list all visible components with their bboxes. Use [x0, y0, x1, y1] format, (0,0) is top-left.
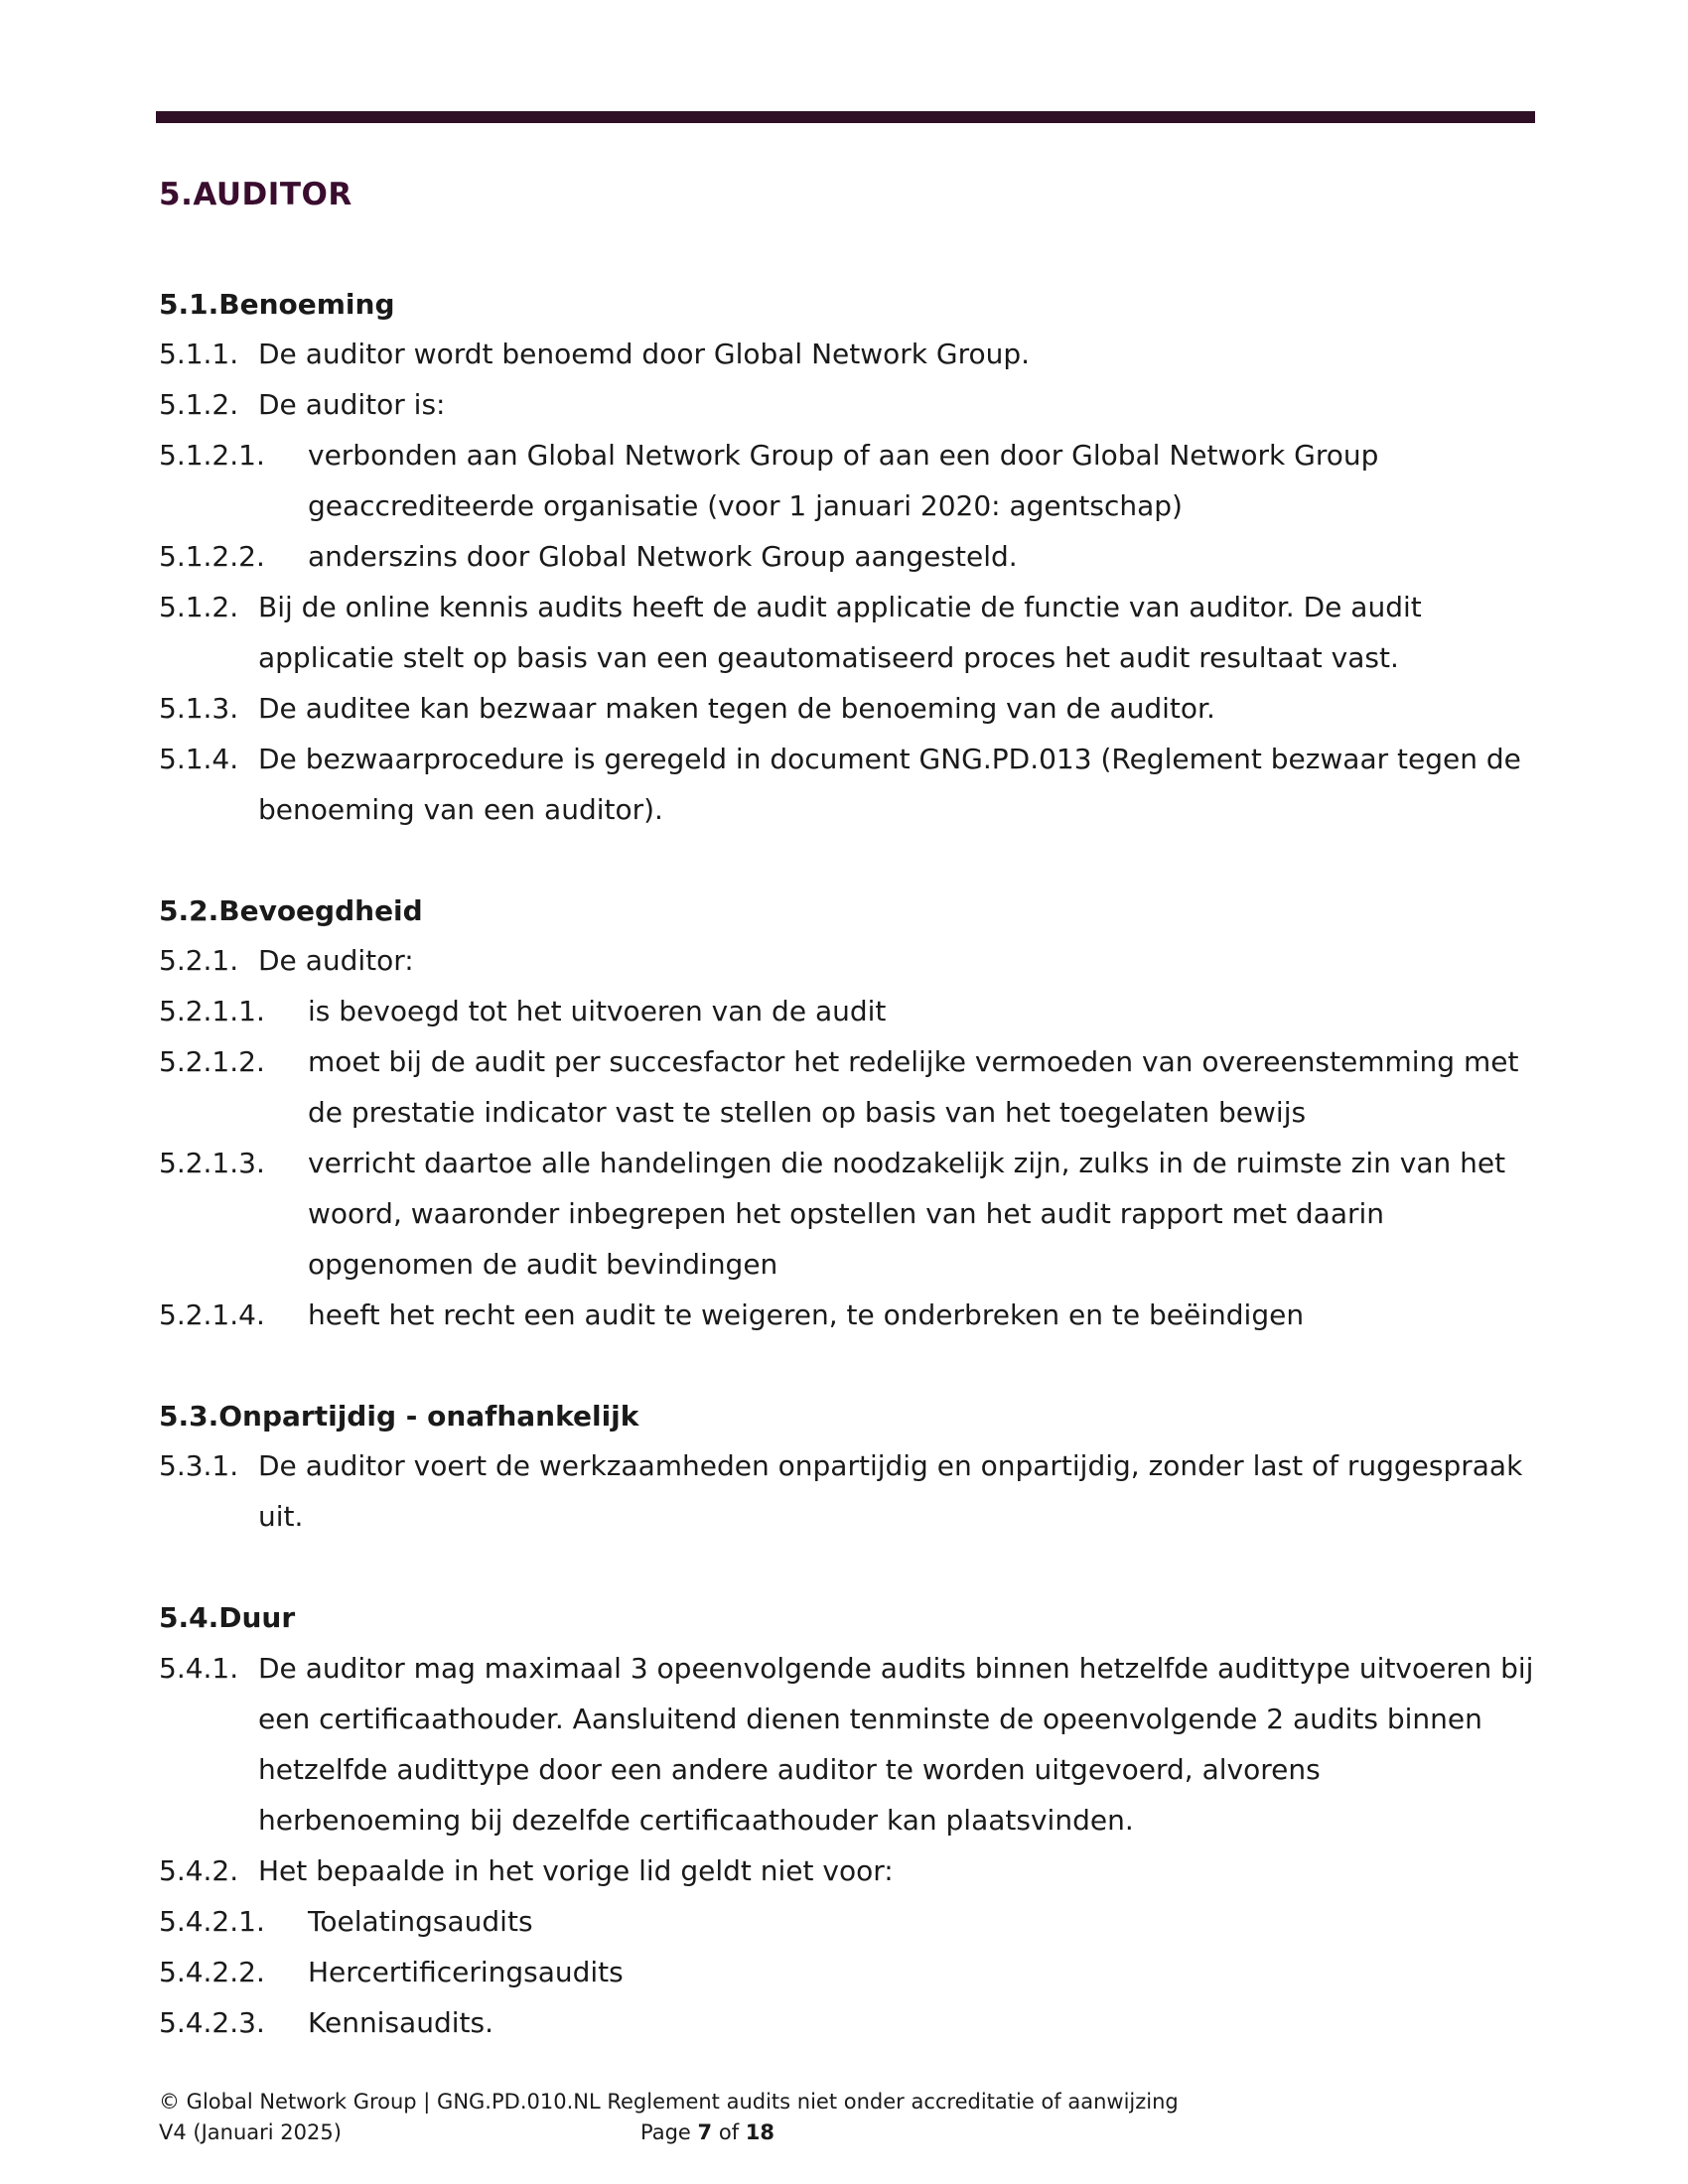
page-label: Page	[640, 2120, 691, 2144]
clause-text: anderszins door Global Network Group aangesteld.	[308, 540, 1018, 573]
clause-number: 5.4.2.1.	[159, 1905, 265, 1938]
clause-number: 5.2.1.1.	[159, 995, 265, 1027]
clause-number: 5.4.2.	[159, 1854, 239, 1887]
clause-text: is bevoegd tot het uitvoeren van de audit	[308, 995, 887, 1027]
clause-text-continuation: applicatie stelt op basis van een geautomatiseerd proces het audit resultaat vast.	[258, 641, 1399, 674]
page-of-label: of	[718, 2120, 740, 2144]
clause-number: 5.2.1.2.	[159, 1045, 265, 1078]
page-current: 7	[697, 2120, 713, 2144]
clause-text: De auditor mag maximaal 3 opeenvolgende audits binnen hetzelfde audittype uitvoeren bij	[258, 1652, 1534, 1685]
section-heading-duur: 5.4.Duur	[159, 1601, 296, 1634]
section-heading-onpartijdig: 5.3.Onpartijdig - onafhankelijk	[159, 1400, 639, 1433]
clause-text: De auditee kan bezwaar maken tegen de benoeming van de auditor.	[258, 692, 1215, 725]
clause-text: Kennisaudits.	[308, 2006, 493, 2039]
clause-number: 5.1.2.1.	[159, 439, 265, 472]
clause-text: De auditor voert de werkzaamheden onpartijdig en onpartijdig, zonder last of ruggespraak	[258, 1449, 1523, 1482]
page-total: 18	[745, 2120, 775, 2144]
clause-text: De auditor:	[258, 944, 414, 977]
clause-text-continuation: geaccrediteerde organisatie (voor 1 januari 2020: agentschap)	[308, 489, 1183, 522]
clause-text: moet bij de audit per succesfactor het redelijke vermoeden van overeenstemming met	[308, 1045, 1519, 1078]
clause-number: 5.1.4.	[159, 743, 239, 775]
clause-number: 5.4.2.3.	[159, 2006, 265, 2039]
footer-page-number	[640, 2119, 774, 2145]
chapter-title: 5.AUDITOR	[159, 177, 352, 212]
clause-text: Bij de online kennis audits heeft de audit applicatie de functie van auditor. De audit	[258, 591, 1422, 623]
clause-text-continuation: herbenoeming bij dezelfde certificaathouder kan plaatsvinden.	[258, 1804, 1134, 1837]
clause-text-continuation: een certificaathouder. Aansluitend dienen tenminste de opeenvolgende 2 audits binnen	[258, 1703, 1482, 1735]
clause-text-continuation: uit.	[258, 1500, 304, 1533]
clause-text: Toelatingsaudits	[308, 1905, 533, 1938]
clause-number: 5.2.1.4.	[159, 1298, 265, 1331]
footer-version: V4 (Januari 2025)	[159, 2120, 342, 2144]
clause-text-continuation: opgenomen de audit bevindingen	[308, 1248, 778, 1281]
clause-text: verricht daartoe alle handelingen die noodzakelijk zijn, zulks in de ruimste zin van het	[308, 1147, 1506, 1179]
clause-number: 5.1.3.	[159, 692, 239, 725]
clause-number: 5.2.1.3.	[159, 1147, 265, 1179]
clause-number: 5.2.1.	[159, 944, 239, 977]
clause-text-continuation: woord, waaronder inbegrepen het opstellen van het audit rapport met daarin	[308, 1197, 1385, 1230]
clause-text: Hercertificeringsaudits	[308, 1956, 624, 1988]
clause-text: verbonden aan Global Network Group of aan een door Global Network Group	[308, 439, 1379, 472]
clause-text: De auditor is:	[258, 388, 446, 421]
header-rule	[156, 111, 1535, 123]
clause-number: 5.1.1.	[159, 338, 239, 370]
clause-number: 5.1.2.	[159, 591, 239, 623]
clause-number: 5.3.1.	[159, 1449, 239, 1482]
clause-text: De auditor wordt benoemd door Global Network Group.	[258, 338, 1031, 370]
clause-number: 5.4.2.2.	[159, 1956, 265, 1988]
clause-text-continuation: hetzelfde audittype door een andere auditor te worden uitgevoerd, alvorens	[258, 1753, 1321, 1786]
clause-number: 5.4.1.	[159, 1652, 239, 1685]
clause-text-continuation: de prestatie indicator vast te stellen op basis van het toegelaten bewijs	[308, 1096, 1307, 1129]
clause-text: Het bepaalde in het vorige lid geldt niet voor:	[258, 1854, 894, 1887]
clause-number: 5.1.2.2.	[159, 540, 265, 573]
clause-text-continuation: benoeming van een auditor).	[258, 793, 663, 826]
footer-copyright: © Global Network Group | GNG.PD.010.NL Reglement audits niet onder accreditatie of aanwijzing	[159, 2090, 1179, 2114]
clause-text: heeft het recht een audit te weigeren, te onderbreken en te beëindigen	[308, 1298, 1305, 1331]
clause-number: 5.1.2.	[159, 388, 239, 421]
clause-text: De bezwaarprocedure is geregeld in document GNG.PD.013 (Reglement bezwaar tegen de	[258, 743, 1521, 775]
section-heading-bevoegdheid: 5.2.Bevoegdheid	[159, 894, 423, 927]
section-heading-benoeming: 5.1.Benoeming	[159, 288, 395, 321]
